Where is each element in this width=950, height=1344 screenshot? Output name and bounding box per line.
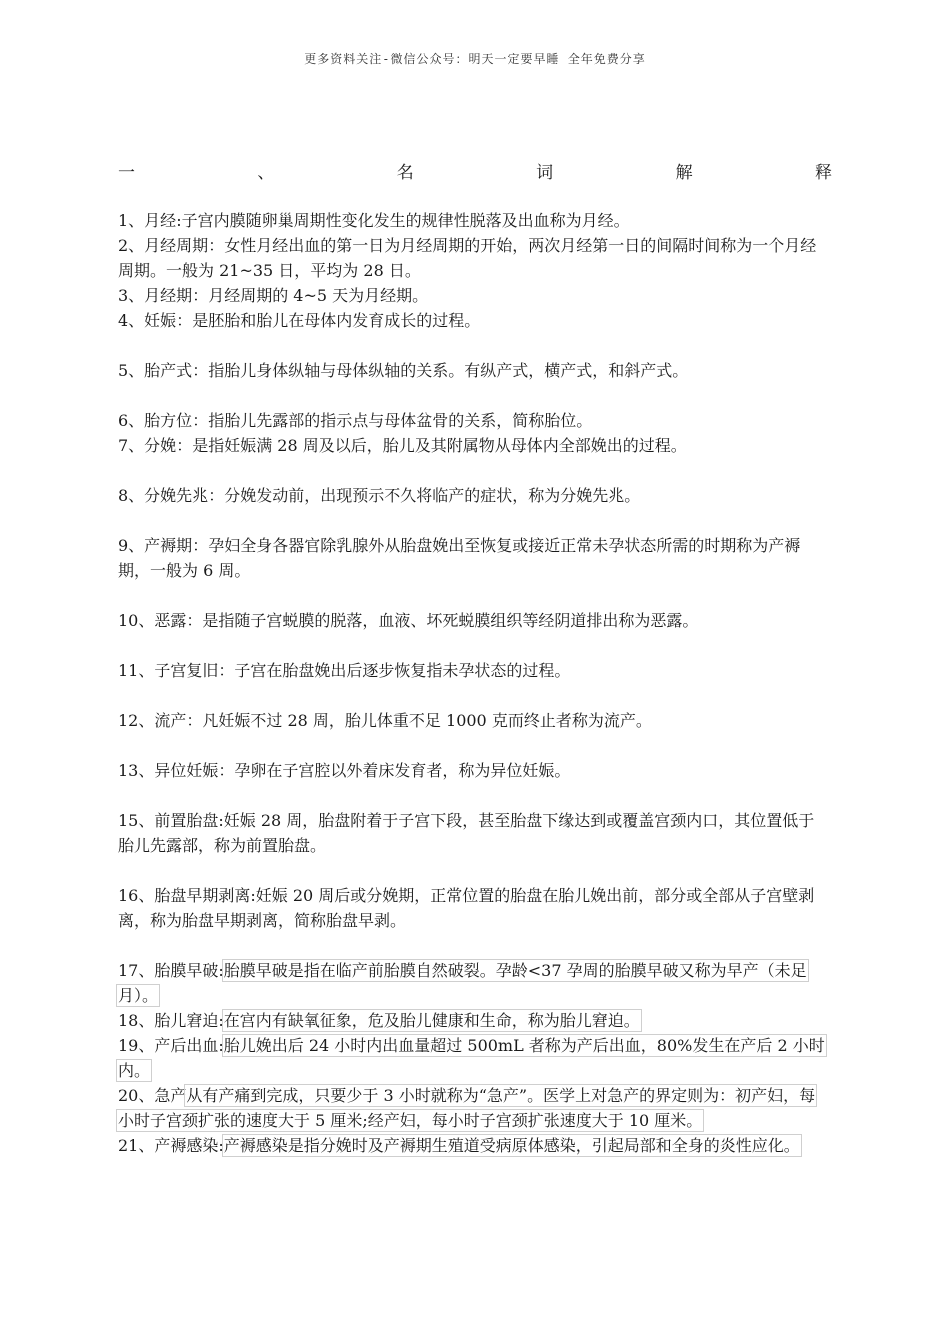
- term: 9、产褥期: [118, 536, 193, 555]
- definition-entry: 13、异位妊娠：孕卵在子宫腔以外着床发育者，称为异位妊娠。: [118, 761, 571, 780]
- term: 11、子宫复旧: [118, 661, 219, 680]
- term: 19、产后出血: [118, 1036, 219, 1055]
- definition-entry: 4、妊娠：是胚胎和胎儿在母体内发育成长的过程。: [118, 311, 481, 330]
- definition-entry: 6、胎方位：指胎儿先露部的指示点与母体盆骨的关系，简称胎位。: [118, 411, 593, 430]
- term: 15、前置胎盘: [118, 811, 219, 830]
- definition: 产褥感染是指分娩时及产褥期生殖道受病原体感染，引起局部和全身的炎性应化。: [223, 1136, 800, 1155]
- definition: 是指随子宫蜕膜的脱落，血液、坏死蜕膜组织等经阴道排出称为恶露。: [202, 611, 699, 630]
- term: 2、月经周期: [118, 236, 209, 255]
- definitions-list: [118, 208, 830, 1158]
- definition: 凡妊娠不过 28 周，胎儿体重不足 1000 克而终止者称为流产。: [202, 711, 652, 730]
- term: 6、胎方位: [118, 411, 193, 430]
- section-title-char: 、: [257, 163, 275, 183]
- definition: 在宫内有缺氧征象，危及胎儿健康和生命，称为胎儿窘迫。: [223, 1011, 640, 1030]
- definition-entry: 21、产褥感染:产褥感染是指分娩时及产褥期生殖道受病原体感染，引起局部和全身的炎性应化。: [118, 1136, 800, 1155]
- definition-entry: 7、分娩：是指妊娠满 28 周及以后，胎儿及其附属物从母体内全部娩出的过程。: [118, 436, 687, 455]
- definition-entry: 11、子宫复旧：子宫在胎盘娩出后逐步恢复指未孕状态的过程。: [118, 661, 571, 680]
- definition-entry: 18、胎儿窘迫:在宫内有缺氧征象，危及胎儿健康和生命，称为胎儿窘迫。: [118, 1011, 640, 1030]
- term: 13、异位妊娠: [118, 761, 219, 780]
- definition-entry: 5、胎产式：指胎儿身体纵轴与母体纵轴的关系。有纵产式，横产式，和斜产式。: [118, 361, 689, 380]
- definition: 从有产痛到完成，只要少于 3 小时就称为“急产”。医学上对急产的界定则为：初产妇，每小时子宫颈扩张的速度大于 5 厘米;经产妇，每小时子宫颈扩张速度大于 10 厘米。: [118, 1086, 816, 1130]
- definition-entry: 12、流产：凡妊娠不过 28 周，胎儿体重不足 1000 克而终止者称为流产。: [118, 711, 652, 730]
- definition: 月经周期的 4~5 天为月经期。: [208, 286, 429, 305]
- definition-entry: 17、胎膜早破:胎膜早破是指在临产前胎膜自然破裂。孕龄<37 孕周的胎膜早破又称为早产（未足月）。: [118, 961, 807, 1005]
- term: 4、妊娠: [118, 311, 177, 330]
- term: 16、胎盘早期剥离: [118, 886, 251, 905]
- section-title-char: 释: [814, 163, 832, 183]
- definition-entry: 2、月经周期：女性月经出血的第一日为月经周期的开始，两次月经第一日的间隔时间称为一个月经周期。一般为 21~35 日，平均为 28 日。: [118, 236, 817, 280]
- section-title-char: 解: [675, 163, 693, 183]
- term: 1、月经: [118, 211, 177, 230]
- definition: 女性月经出血的第一日为月经周期的开始，两次月经第一日的间隔时间称为一个月经周期。一般为 21~35 日，平均为 28 日。: [118, 236, 817, 280]
- section-title-char: 词: [536, 163, 554, 183]
- definition: 妊娠 28 周，胎盘附着于子宫下段，甚至胎盘下缘达到或覆盖宫颈内口，其位置低于胎儿先露部，称为前置胎盘。: [118, 811, 815, 855]
- definition: 孕卵在子宫腔以外着床发育者，称为异位妊娠。: [234, 761, 571, 780]
- definition-entry: [118, 1083, 830, 1133]
- definition-entry: 8、分娩先兆：分娩发动前，出现预示不久将临产的症状，称为分娩先兆。: [118, 486, 641, 505]
- term: 7、分娩: [118, 436, 177, 455]
- definition-entry: 10、恶露：是指随子宫蜕膜的脱落，血液、坏死蜕膜组织等经阴道排出称为恶露。: [118, 611, 699, 630]
- definition: 是胚胎和胎儿在母体内发育成长的过程。: [192, 311, 481, 330]
- page-header: 更多资料关注-微信公众号：明天一定要早睡 全年免费分享: [304, 52, 646, 66]
- section-title-char: 一: [118, 163, 135, 183]
- term: 8、分娩先兆: [118, 486, 209, 505]
- term: 3、月经期: [118, 286, 193, 305]
- definition: 是指妊娠满 28 周及以后，胎儿及其附属物从母体内全部娩出的过程。: [192, 436, 687, 455]
- definition-entry: 3、月经期：月经周期的 4~5 天为月经期。: [118, 286, 429, 305]
- term: 20、急产: [118, 1086, 187, 1105]
- section-title-char: 名: [396, 163, 414, 183]
- definition: 分娩发动前，出现预示不久将临产的症状，称为分娩先兆。: [224, 486, 641, 505]
- definition: 孕妇全身各器官除乳腺外从胎盘娩出至恢复或接近正常未孕状态所需的时期称为产褥期，一般为 6 周。: [118, 536, 801, 580]
- definition-entry: 9、产褥期：孕妇全身各器官除乳腺外从胎盘娩出至恢复或接近正常未孕状态所需的时期称为产褥期，一般为 6 周。: [118, 536, 801, 580]
- definition: 子宫在胎盘娩出后逐步恢复指未孕状态的过程。: [234, 661, 571, 680]
- definition-entry: 16、胎盘早期剥离:妊娠 20 周后或分娩期，正常位置的胎盘在胎儿娩出前，部分或全部从子宫壁剥离，称为胎盘早期剥离，简称胎盘早剥。: [118, 886, 815, 930]
- term: 5、胎产式: [118, 361, 193, 380]
- section-title: [118, 158, 832, 183]
- definition-entry: 1、月经:子宫内膜随卵巢周期性变化发生的规律性脱落及出血称为月经。: [118, 211, 630, 230]
- definition-entry: 19、产后出血:胎儿娩出后 24 小时内出血量超过 500mL 者称为产后出血，80%发生在产后 2 小时内。: [118, 1036, 825, 1080]
- definition: 子宫内膜随卵巢周期性变化发生的规律性脱落及出血称为月经。: [181, 211, 630, 230]
- term: 21、产褥感染: [118, 1136, 219, 1155]
- definition-entry: 15、前置胎盘:妊娠 28 周，胎盘附着于子宫下段，甚至胎盘下缘达到或覆盖宫颈内口，其位置低于胎儿先露部，称为前置胎盘。: [118, 811, 815, 855]
- definition: 指胎儿先露部的指示点与母体盆骨的关系，简称胎位。: [208, 411, 593, 430]
- definition: 妊娠 20 周后或分娩期，正常位置的胎盘在胎儿娩出前，部分或全部从子宫壁剥离，称为胎盘早期剥离，简称胎盘早剥。: [118, 886, 815, 930]
- term: 10、恶露: [118, 611, 187, 630]
- definition: 胎儿娩出后 24 小时内出血量超过 500mL 者称为产后出血，80%发生在产后 2 小时内。: [118, 1036, 825, 1080]
- term: 17、胎膜早破: [118, 961, 219, 980]
- definition: 指胎儿身体纵轴与母体纵轴的关系。有纵产式，横产式，和斜产式。: [208, 361, 689, 380]
- definition: 胎膜早破是指在临产前胎膜自然破裂。孕龄<37 孕周的胎膜早破又称为早产（未足月）。: [118, 961, 807, 1005]
- term: 18、胎儿窘迫: [118, 1011, 219, 1030]
- term: 12、流产: [118, 711, 187, 730]
